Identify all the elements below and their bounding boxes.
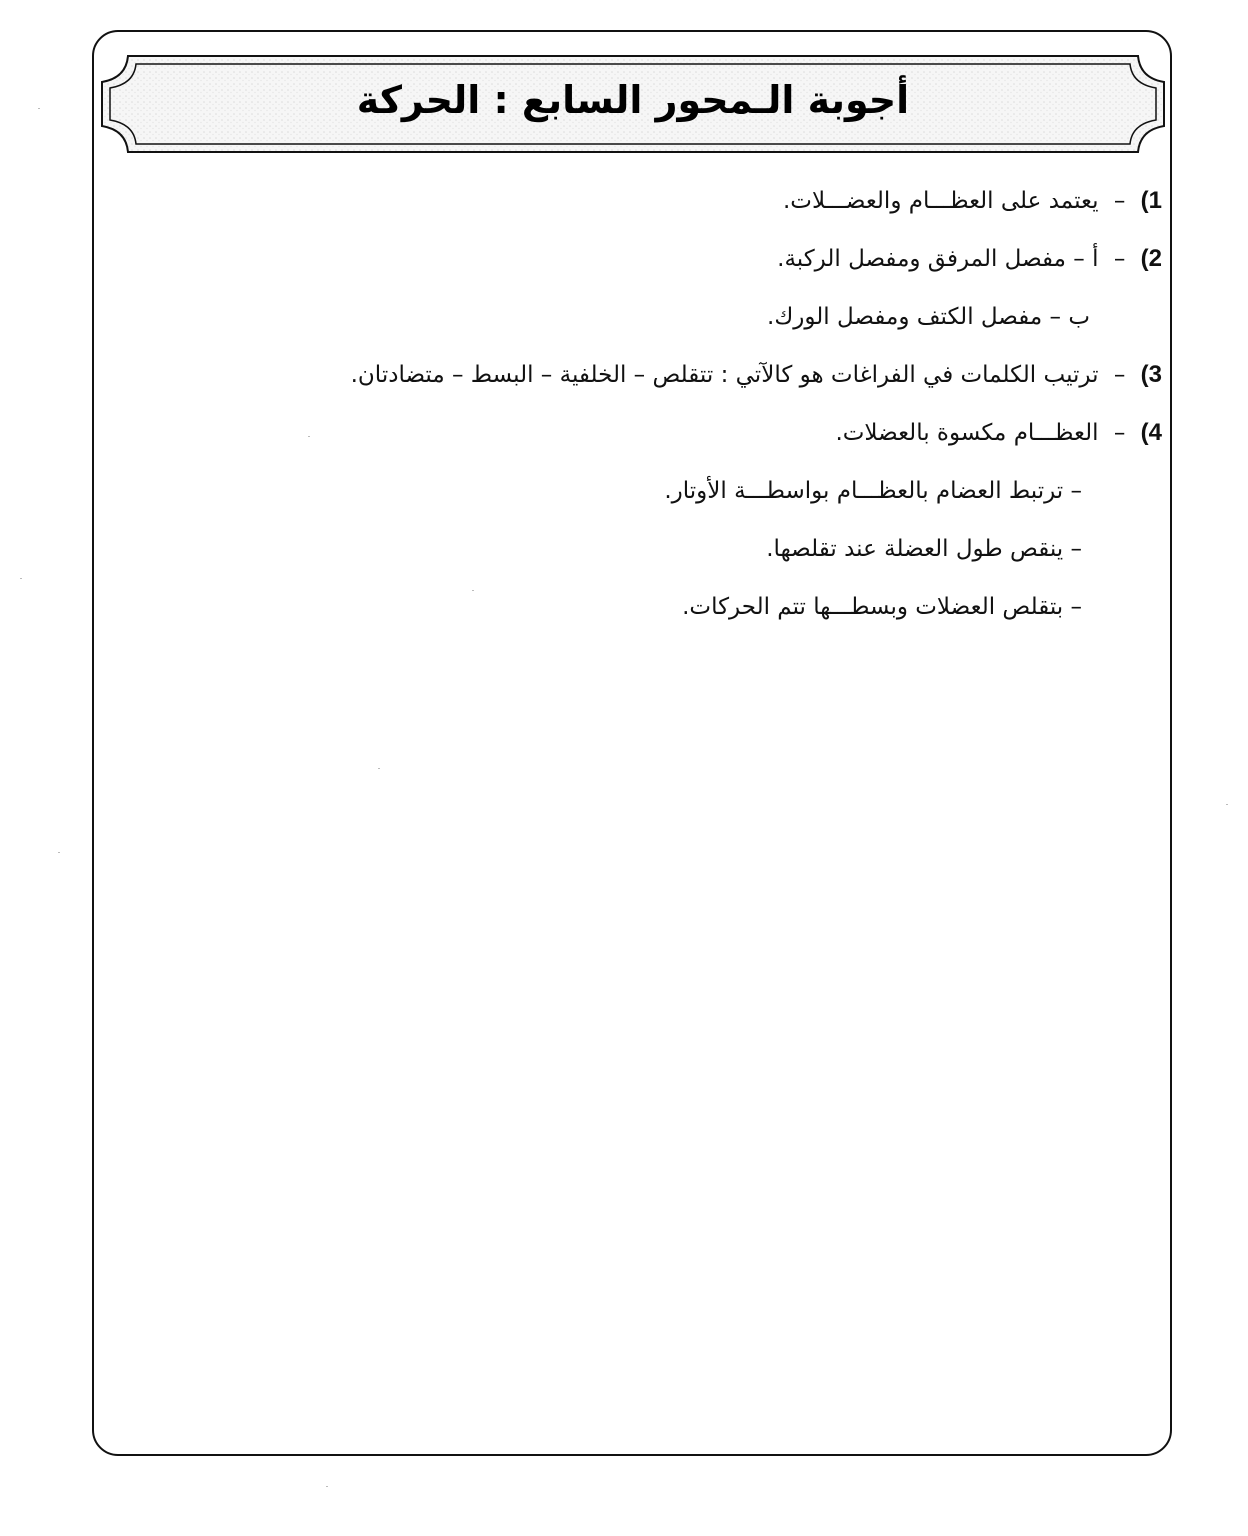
answer-number: 1) [1140,187,1162,214]
scan-speck [1226,804,1228,805]
answer-dash: – [1113,246,1126,272]
scan-speck [58,852,60,853]
answer-text: يعتمد على العظـــام والعضـــلات. [782,188,1099,214]
answer-text: أ – مفصل المرفق ومفصل الركبة. [777,246,1099,272]
answer-text: بتقلص العضلات وبسطـــها تتم الحركات. [682,594,1064,620]
answer-subitem [162,520,1162,578]
bullet-dash: – [1070,536,1082,562]
answer-number: 2) [1140,245,1162,272]
scan-speck [38,108,40,109]
answer-text: ينقص طول العضلة عند تقلصها. [766,536,1064,562]
answer-dash: – [1113,362,1126,388]
page-title: أجوبة الـمحور السابع : الحركة [356,78,910,122]
answer-text: ترتيب الكلمات في الفراغات هو كالآتي : تتقلص – الخلفية – البسط – متضادتان. [350,362,1099,388]
answer-item-4 [162,404,1162,462]
answer-text: ب – مفصل الكتف ومفصل الورك. [767,304,1090,330]
answers-list [162,172,1162,636]
answer-subitem [162,462,1162,520]
answer-item-2a [162,230,1162,288]
answer-dash: – [1113,188,1126,214]
answer-dash: – [1113,420,1126,446]
answer-subitem [162,578,1162,636]
scan-speck [378,768,380,769]
scan-speck [308,436,310,437]
answer-item-3 [162,346,1162,404]
scan-speck [20,578,22,579]
scan-speck [472,590,474,591]
answer-item-2b [162,288,1162,346]
bullet-dash: – [1070,478,1082,504]
answer-number: 4) [1140,419,1162,446]
answer-text: العظـــام مكسوة بالعضلات. [835,420,1099,446]
scan-speck [326,1486,328,1487]
title-banner [100,52,1166,156]
answer-item-1 [162,172,1162,230]
bullet-dash: – [1070,594,1082,620]
answer-number: 3) [1140,361,1162,388]
answer-text: ترتبط العضام بالعظـــام بواسطـــة الأوتار. [664,478,1064,504]
